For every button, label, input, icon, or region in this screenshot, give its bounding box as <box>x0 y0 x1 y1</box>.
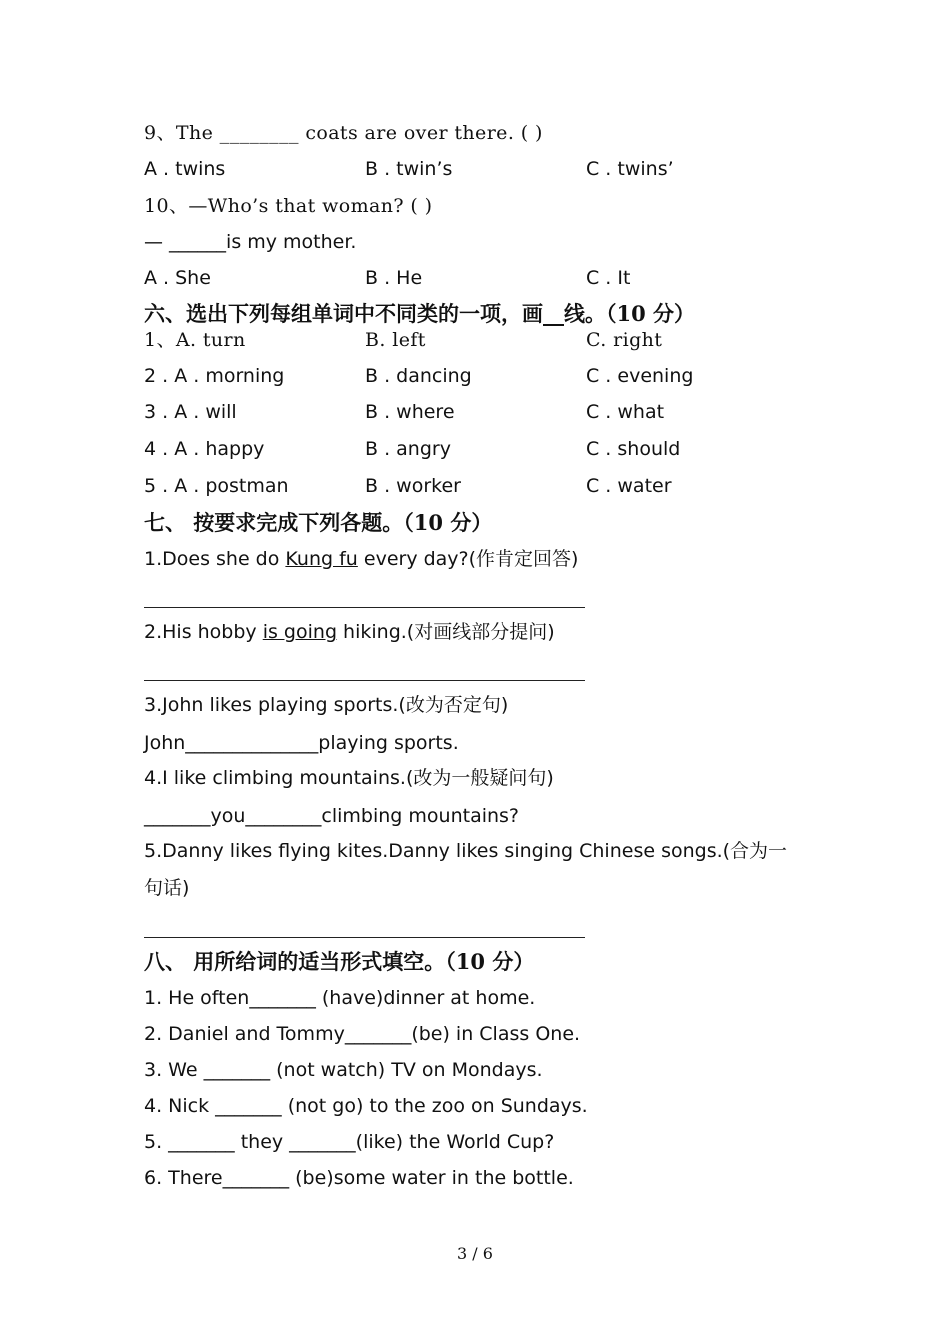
s7-q2-post: hiking.(对画线部分提问) <box>337 621 555 643</box>
s8-item-3: 3. We _______ (not watch) TV on Mondays. <box>144 1059 543 1081</box>
s6-row1-a: 1、A. turn <box>144 329 246 351</box>
s6-row4-c: C . should <box>586 438 681 460</box>
s8-item-1: 1. He often_______ (have)dinner at home. <box>144 987 536 1009</box>
s8-item-2: 2. Daniel and Tommy_______(be) in Class One. <box>144 1023 581 1045</box>
s7-q3-answer: John______________playing sports. <box>144 732 459 754</box>
q9-option-a: A . twins <box>144 158 226 180</box>
s7-q4: 4.I like climbing mountains.(改为一般疑问句) <box>144 767 554 789</box>
section7-heading: 七、 按要求完成下列各题。（10 分） <box>144 510 493 535</box>
s6-row3-b: B . where <box>365 401 455 423</box>
s7-q1-underlined: Kung fu <box>285 548 358 570</box>
s6-row1-b: B. left <box>365 329 426 351</box>
page-number: 3 / 6 <box>457 1244 493 1263</box>
q10-option-b: B . He <box>365 267 423 289</box>
s8-item-6: 6. There_______ (be)some water in the bottle. <box>144 1167 574 1189</box>
s6-row3-a: 3 . A . will <box>144 401 237 423</box>
s7-q1-post: every day?(作肯定回答) <box>357 548 579 570</box>
s7-q2-underlined: is going <box>262 621 338 643</box>
q10-option-c: C . It <box>586 267 631 289</box>
s6-row1-c: C. right <box>586 329 663 351</box>
s7-q3: 3.John likes playing sports.(改为否定句) <box>144 694 509 716</box>
s6-row2-a: 2 . A . morning <box>144 365 285 387</box>
s7-q1-answer-line <box>144 607 585 608</box>
s6-row4-b: B . angry <box>365 438 451 460</box>
q9-stem: 9、The ________ coats are over there. ( ) <box>144 122 543 144</box>
s7-q5: 5.Danny likes flying kites.Danny likes singing Chinese songs.(合为一句话) <box>144 840 788 899</box>
s6-row5-a: 5 . A . postman <box>144 475 289 497</box>
q10-option-a: A . She <box>144 267 211 289</box>
s7-q1-pre: 1.Does she do <box>144 548 286 570</box>
s6-row2-c: C . evening <box>586 365 694 387</box>
s7-q2-pre: 2.His hobby <box>144 621 263 643</box>
s7-q5-answer-line <box>144 937 585 938</box>
s7-q2-answer-line <box>144 680 585 681</box>
section8-heading: 八、 用所给词的适当形式填空。（10 分） <box>144 949 535 974</box>
q10-answer-line: — ______is my mother. <box>144 231 357 253</box>
q10-stem: 10、—Who’s that woman? ( ) <box>144 195 433 217</box>
s8-item-4: 4. Nick _______ (not go) to the zoo on Sundays. <box>144 1095 588 1117</box>
s7-q4-answer: _______you________climbing mountains? <box>144 805 520 827</box>
s6-row4-a: 4 . A . happy <box>144 438 265 460</box>
q9-option-c: C . twins’ <box>586 158 674 180</box>
s6-row5-b: B . worker <box>365 475 461 497</box>
s6-row2-b: B . dancing <box>365 365 472 387</box>
q9-option-b: B . twin’s <box>365 158 453 180</box>
s7-q2 <box>144 620 555 644</box>
s8-item-5: 5. _______ they _______(like) the World Cup? <box>144 1131 555 1153</box>
s6-row5-c: C . water <box>586 475 672 497</box>
s6-row3-c: C . what <box>586 401 665 423</box>
s7-q1 <box>144 547 578 571</box>
section6-heading: 六、选出下列每组单词中不同类的一项，画__线。（10 分） <box>144 301 696 326</box>
